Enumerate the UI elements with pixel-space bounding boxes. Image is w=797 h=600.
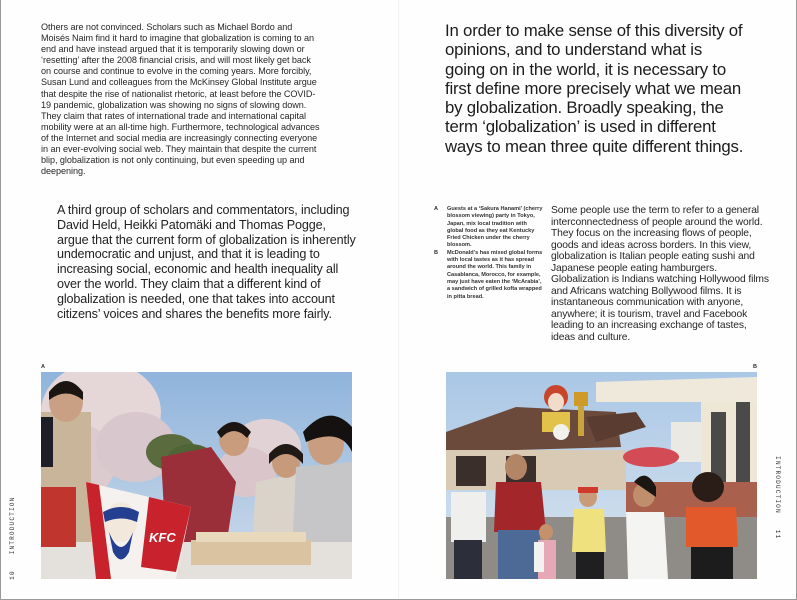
- right-folio: [774, 456, 781, 539]
- photo-a-sakura-kfc: [41, 372, 352, 579]
- left-paragraph-1: Others are not convinced. Scholars such as Michael Bordo and Moisés Naim find it hard to imagine that globalization is coming to an end and have instead argued that it is temporarily slowing down or ‘resetting’ after the 2008 financial crisis, and will most likely get back on course and continue to evolve in the coming years. More forcibly, Susan Lund and colleagues from the McKinsey Global Institute argue that despite the rise of nationalist rhetoric, at least before the COVID-19 pandemic, globalization was showing no signs of slowing down. They claim that rates of international trade and international capital mobility were at an all-time high. Furthermore, technological advances of the Internet and social media are increasingly connecting everyone in an ever-evolving social web. They maintain that despite the current blip, globalization is not only continuing, but even speeding up and deepening.: [41, 22, 320, 177]
- red-box: [41, 487, 76, 547]
- left-folio: [9, 497, 16, 580]
- left-page-number: 10: [9, 570, 16, 580]
- right-body-paragraph: Some people use the term to refer to a general interconnectedness of people around the world. They focus on the increasing flows of people, goods and ideas across borders. In this view, globalization is Italian people eating sushi and Japanese people eating hamburgers. Globalization is Indians watching Hollywood films and Africans watching Bollywood films. It is instantaneous communication with anyone, anywhere; it is tourism, travel and Facebook leading to an increasing exchange of tastes, ideas and culture.: [551, 205, 769, 344]
- right-lead-paragraph: In order to make sense of this diversity of opinions, and to understand what is going on in the world, it is necessary to first define more precisely what we mean by globalization. Broadly speaking, the term ‘globalization’ is used in different ways to mean three quite different things.: [445, 21, 744, 156]
- photo-a-label: A: [41, 364, 45, 370]
- food-tray: [191, 532, 311, 565]
- photo-captions: [434, 206, 544, 301]
- photo-b-label: B: [753, 364, 757, 370]
- caption-b-text: McDonald’s has mixed global forms with local tastes as it has spread around the world. This family in Casablanca, Morocco, for example, may just have eaten the ‘McArabia’, a sandwich of grilled kofta wrapped in pitta bread.: [447, 249, 543, 300]
- caption-a-text: Guests at a ‘Sakura Hanami’ (cherry blossom viewing) party in Tokyo, Japan, mix local tradition with global food as they eat Kentucky Fried Chicken under the cherry blossom.: [447, 206, 543, 249]
- left-running-head: INTRODUCTION: [9, 496, 16, 555]
- red-umbrella: [623, 447, 679, 467]
- caption-b-letter: B: [434, 249, 439, 256]
- photo-b-mcdonalds-family: [446, 372, 757, 579]
- right-page-number: 11: [774, 529, 781, 540]
- photo-b-illustration: [446, 372, 757, 579]
- caption-a: [434, 206, 544, 250]
- left-paragraph-2: A third group of scholars and commentators, including David Held, Heikki Patomäki and Thomas Pogge, argue that the current form of globalization is inherently undemocratic and unjust, and that it is leading to increasing social, economic and health inequality all over the world. They claim that a different kind of globalization is needed, one that takes into account citizens’ voices and shares the benefits more fairly.: [57, 203, 356, 321]
- right-running-head: INTRODUCTION: [774, 456, 781, 514]
- photo-a-illustration: [41, 372, 352, 579]
- caption-a-letter: A: [434, 206, 439, 212]
- kfc-logo-text: KFC: [149, 530, 176, 545]
- lamp-globe: [553, 424, 569, 440]
- caption-b: [434, 250, 544, 301]
